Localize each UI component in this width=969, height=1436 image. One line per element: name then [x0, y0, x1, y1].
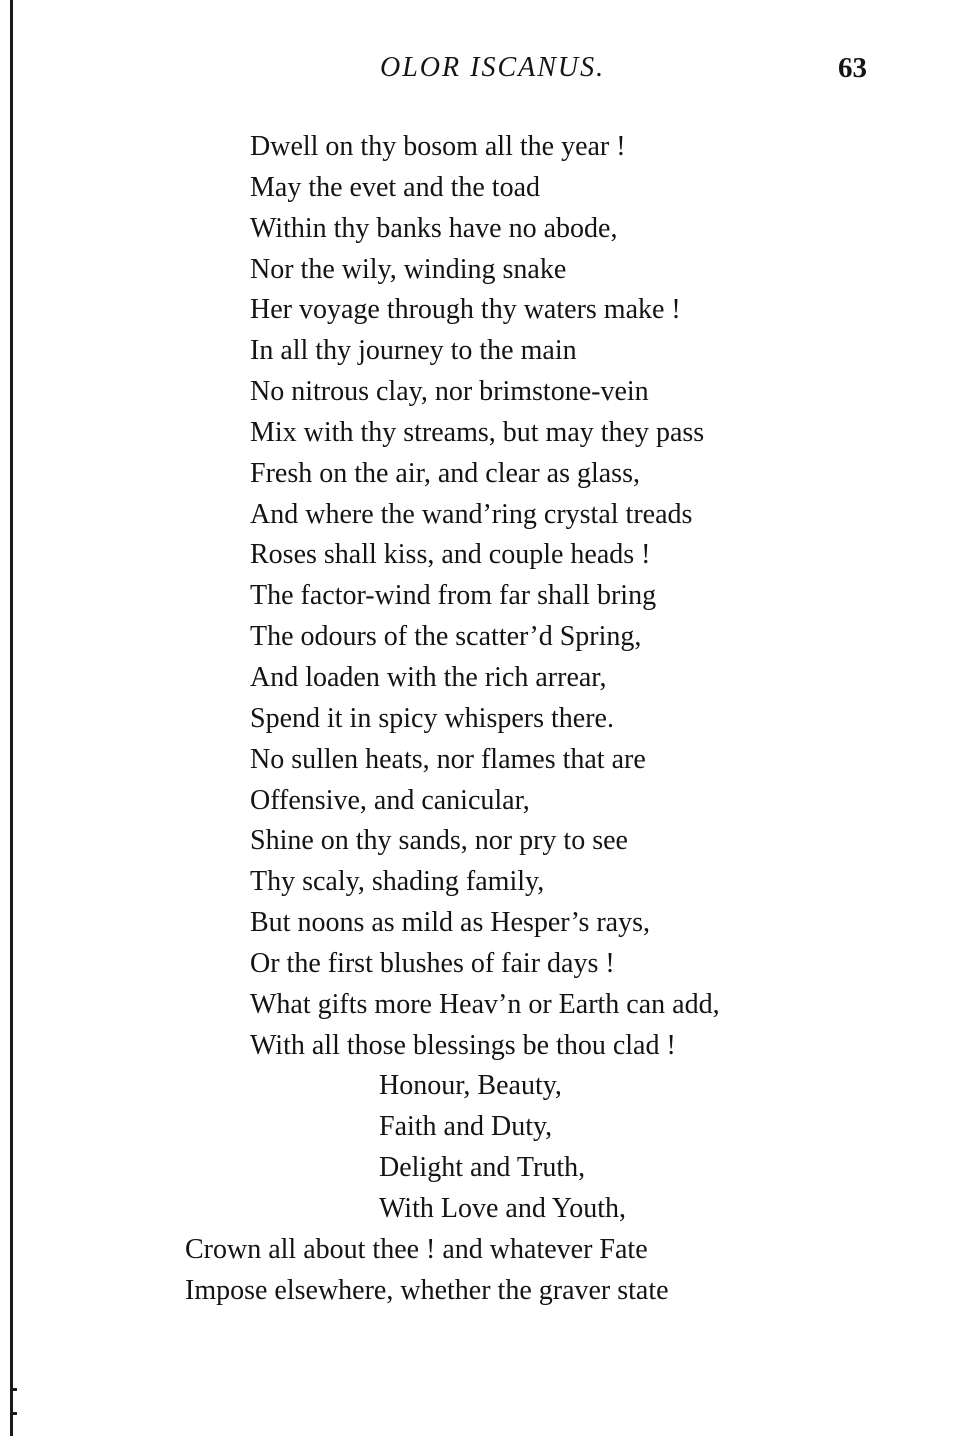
verse-line: [0, 699, 969, 740]
verse-line: [0, 413, 969, 454]
verse-line-text: May the evet and the toad: [250, 171, 541, 203]
verse-line: [0, 1271, 969, 1312]
verse-line-text: And where the wand’ring crystal treads: [250, 498, 693, 530]
verse-line: [0, 862, 969, 903]
verse-line: [0, 454, 969, 495]
verse-line: [0, 617, 969, 658]
verse-line-text: Or the first blushes of fair days !: [250, 947, 615, 979]
verse-line: [0, 658, 969, 699]
verse-line-text: Offensive, and canicular,: [250, 784, 530, 816]
verse-line: [0, 740, 969, 781]
verse-line: [0, 1148, 969, 1189]
verse-line-text: The factor-wind from far shall bring: [250, 580, 657, 612]
verse-line-text: Crown all about thee ! and whatever Fate: [185, 1233, 648, 1265]
verse-line: [0, 1230, 969, 1271]
verse-line: [0, 209, 969, 250]
verse-line: [0, 372, 969, 413]
verse-line: [0, 331, 969, 372]
verse-line: [0, 985, 969, 1026]
verse-line: [0, 781, 969, 822]
verse-line-text: The odours of the scatter’d Spring,: [250, 621, 642, 653]
verse-line-text: Shine on thy sands, nor pry to see: [250, 825, 628, 857]
verse-line-text: In all thy journey to the main: [250, 335, 577, 367]
verse-line-text: With all those blessings be thou clad !: [250, 1029, 676, 1061]
verse-line: [0, 1107, 969, 1148]
verse-line: [0, 1189, 969, 1230]
verse-line-text: Mix with thy streams, but may they pass: [250, 416, 705, 448]
gutter-mark: [13, 1412, 17, 1415]
verse-block: [0, 127, 969, 1311]
verse-line-text: Spend it in spicy whispers there.: [250, 702, 614, 734]
verse-line-text: But noons as mild as Hesper’s rays,: [250, 907, 650, 939]
verse-line-text: With Love and Youth,: [379, 1192, 626, 1224]
verse-line: [0, 535, 969, 576]
verse-line-text: No nitrous clay, nor brimstone-vein: [250, 376, 649, 408]
verse-line: [0, 944, 969, 985]
verse-line-text: Her voyage through thy waters make !: [250, 294, 681, 326]
verse-line-text: Thy scaly, shading family,: [250, 866, 545, 898]
verse-line: [0, 168, 969, 209]
verse-line: [0, 903, 969, 944]
verse-line-text: Fresh on the air, and clear as glass,: [250, 457, 640, 489]
verse-line-text: Nor the wily, winding snake: [250, 253, 567, 285]
verse-line-text: No sullen heats, nor flames that are: [250, 743, 646, 775]
verse-line-text: What gifts more Heav’n or Earth can add,: [250, 988, 720, 1020]
verse-line-text: Roses shall kiss, and couple heads !: [250, 539, 651, 571]
verse-line: [0, 1066, 969, 1107]
verse-line-text: And loaden with the rich arrear,: [250, 661, 607, 693]
verse-line: [0, 495, 969, 536]
verse-line: [0, 1026, 969, 1067]
verse-line-text: Within thy banks have no abode,: [250, 212, 618, 244]
verse-line-text: Impose elsewhere, whether the graver state: [185, 1274, 669, 1306]
verse-line-text: Honour, Beauty,: [379, 1070, 562, 1102]
verse-line: [0, 250, 969, 291]
running-title: OLOR ISCANUS.: [380, 52, 606, 83]
verse-line-text: Faith and Duty,: [379, 1111, 553, 1143]
verse-line: [0, 821, 969, 862]
verse-line-text: Delight and Truth,: [379, 1152, 586, 1184]
verse-line: [0, 127, 969, 168]
verse-line-text: Dwell on thy bosom all the year !: [250, 131, 626, 162]
gutter-mark: [13, 1388, 17, 1391]
verse-line: [0, 290, 969, 331]
verse-line: [0, 576, 969, 617]
page-number: 63: [838, 52, 867, 84]
